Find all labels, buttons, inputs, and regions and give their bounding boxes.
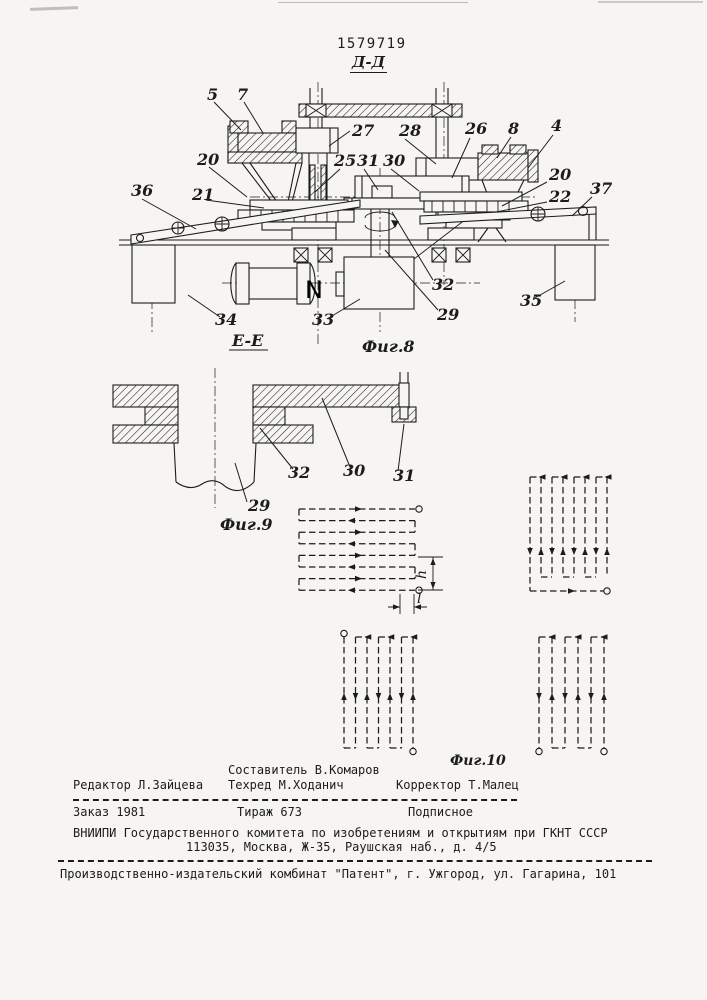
hub-block-27 (296, 128, 338, 153)
part-label-5: 5 (207, 85, 219, 104)
print-run: Тираж 673 (237, 805, 303, 819)
support-leg-35 (555, 245, 595, 300)
figure-9-caption: Фиг.9 (220, 515, 273, 534)
corrector-credit: Корректор Т.Малец (396, 778, 519, 792)
figure-10-dimensions (388, 557, 443, 614)
part-label-26: 26 (465, 119, 488, 138)
subscription-note: Подписное (408, 805, 474, 819)
support-leg-34 (132, 245, 175, 303)
editor-credit: Редактор Л.Зайцева (73, 778, 204, 792)
part-label-4: 4 (551, 116, 563, 135)
part-label-32: 32 (288, 463, 311, 482)
part-label-7: 7 (237, 85, 249, 104)
part-label-29: 29 (437, 305, 460, 324)
motor-power-label: N (305, 276, 323, 304)
part-label-20b: 20 (549, 165, 572, 184)
part-label-27: 27 (352, 121, 375, 140)
part-label-31: 31 (357, 151, 380, 170)
part-label-32: 32 (432, 275, 455, 294)
part-label-29: 29 (248, 496, 271, 515)
part-label-31: 31 (393, 466, 416, 485)
part-label-35: 35 (520, 291, 543, 310)
vniipi-address-line2: 113035, Москва, Ж-35, Раушская наб., д. 4/5 (186, 840, 497, 854)
vniipi-address-line1: ВНИИПИ Государственного комитета по изобретениям и открытиям при ГКНТ СССР (73, 826, 608, 840)
divider-dashed (58, 860, 652, 862)
dimension-h-label: h (414, 569, 430, 579)
techred-credit: Техред М.Ходанич (228, 778, 344, 792)
part-label-30: 30 (343, 461, 366, 480)
figure-10-scan-patterns (299, 474, 612, 755)
motor (231, 263, 316, 304)
part-label-37: 37 (590, 179, 613, 198)
patent-number: 1579719 (337, 36, 407, 52)
part-label-28: 28 (399, 121, 422, 140)
section-label-ee: E-E (232, 331, 264, 350)
part-label-30: 30 (383, 151, 406, 170)
part-label-34: 34 (215, 310, 238, 329)
section-label-dd: Д-Д (352, 53, 385, 71)
publisher-line: Производственно-издательский комбинат "Патент", г. Ужгород, ул. Гагарина, 101 (60, 867, 617, 881)
part-label-21: 21 (192, 185, 215, 204)
part-label-8: 8 (508, 119, 520, 138)
dimension-l-label: l (417, 591, 422, 607)
part-label-20: 20 (197, 150, 220, 169)
clamp-bolt (399, 383, 409, 407)
part-label-22: 22 (549, 187, 572, 206)
part-label-33: 33 (312, 310, 335, 329)
order-number: Заказ 1981 (73, 805, 146, 819)
part-label-36: 36 (131, 181, 154, 200)
figure-8-assembly-drawing (119, 82, 612, 356)
figure-8-caption: Фиг.8 (362, 337, 415, 356)
divider-dashed (73, 799, 517, 801)
figure-10-caption: Фиг.10 (450, 753, 506, 769)
compiler-credit: Составитель В.Комаров (228, 763, 380, 777)
left-cap-assembly (228, 121, 338, 213)
part-label-25: 25 (334, 151, 357, 170)
